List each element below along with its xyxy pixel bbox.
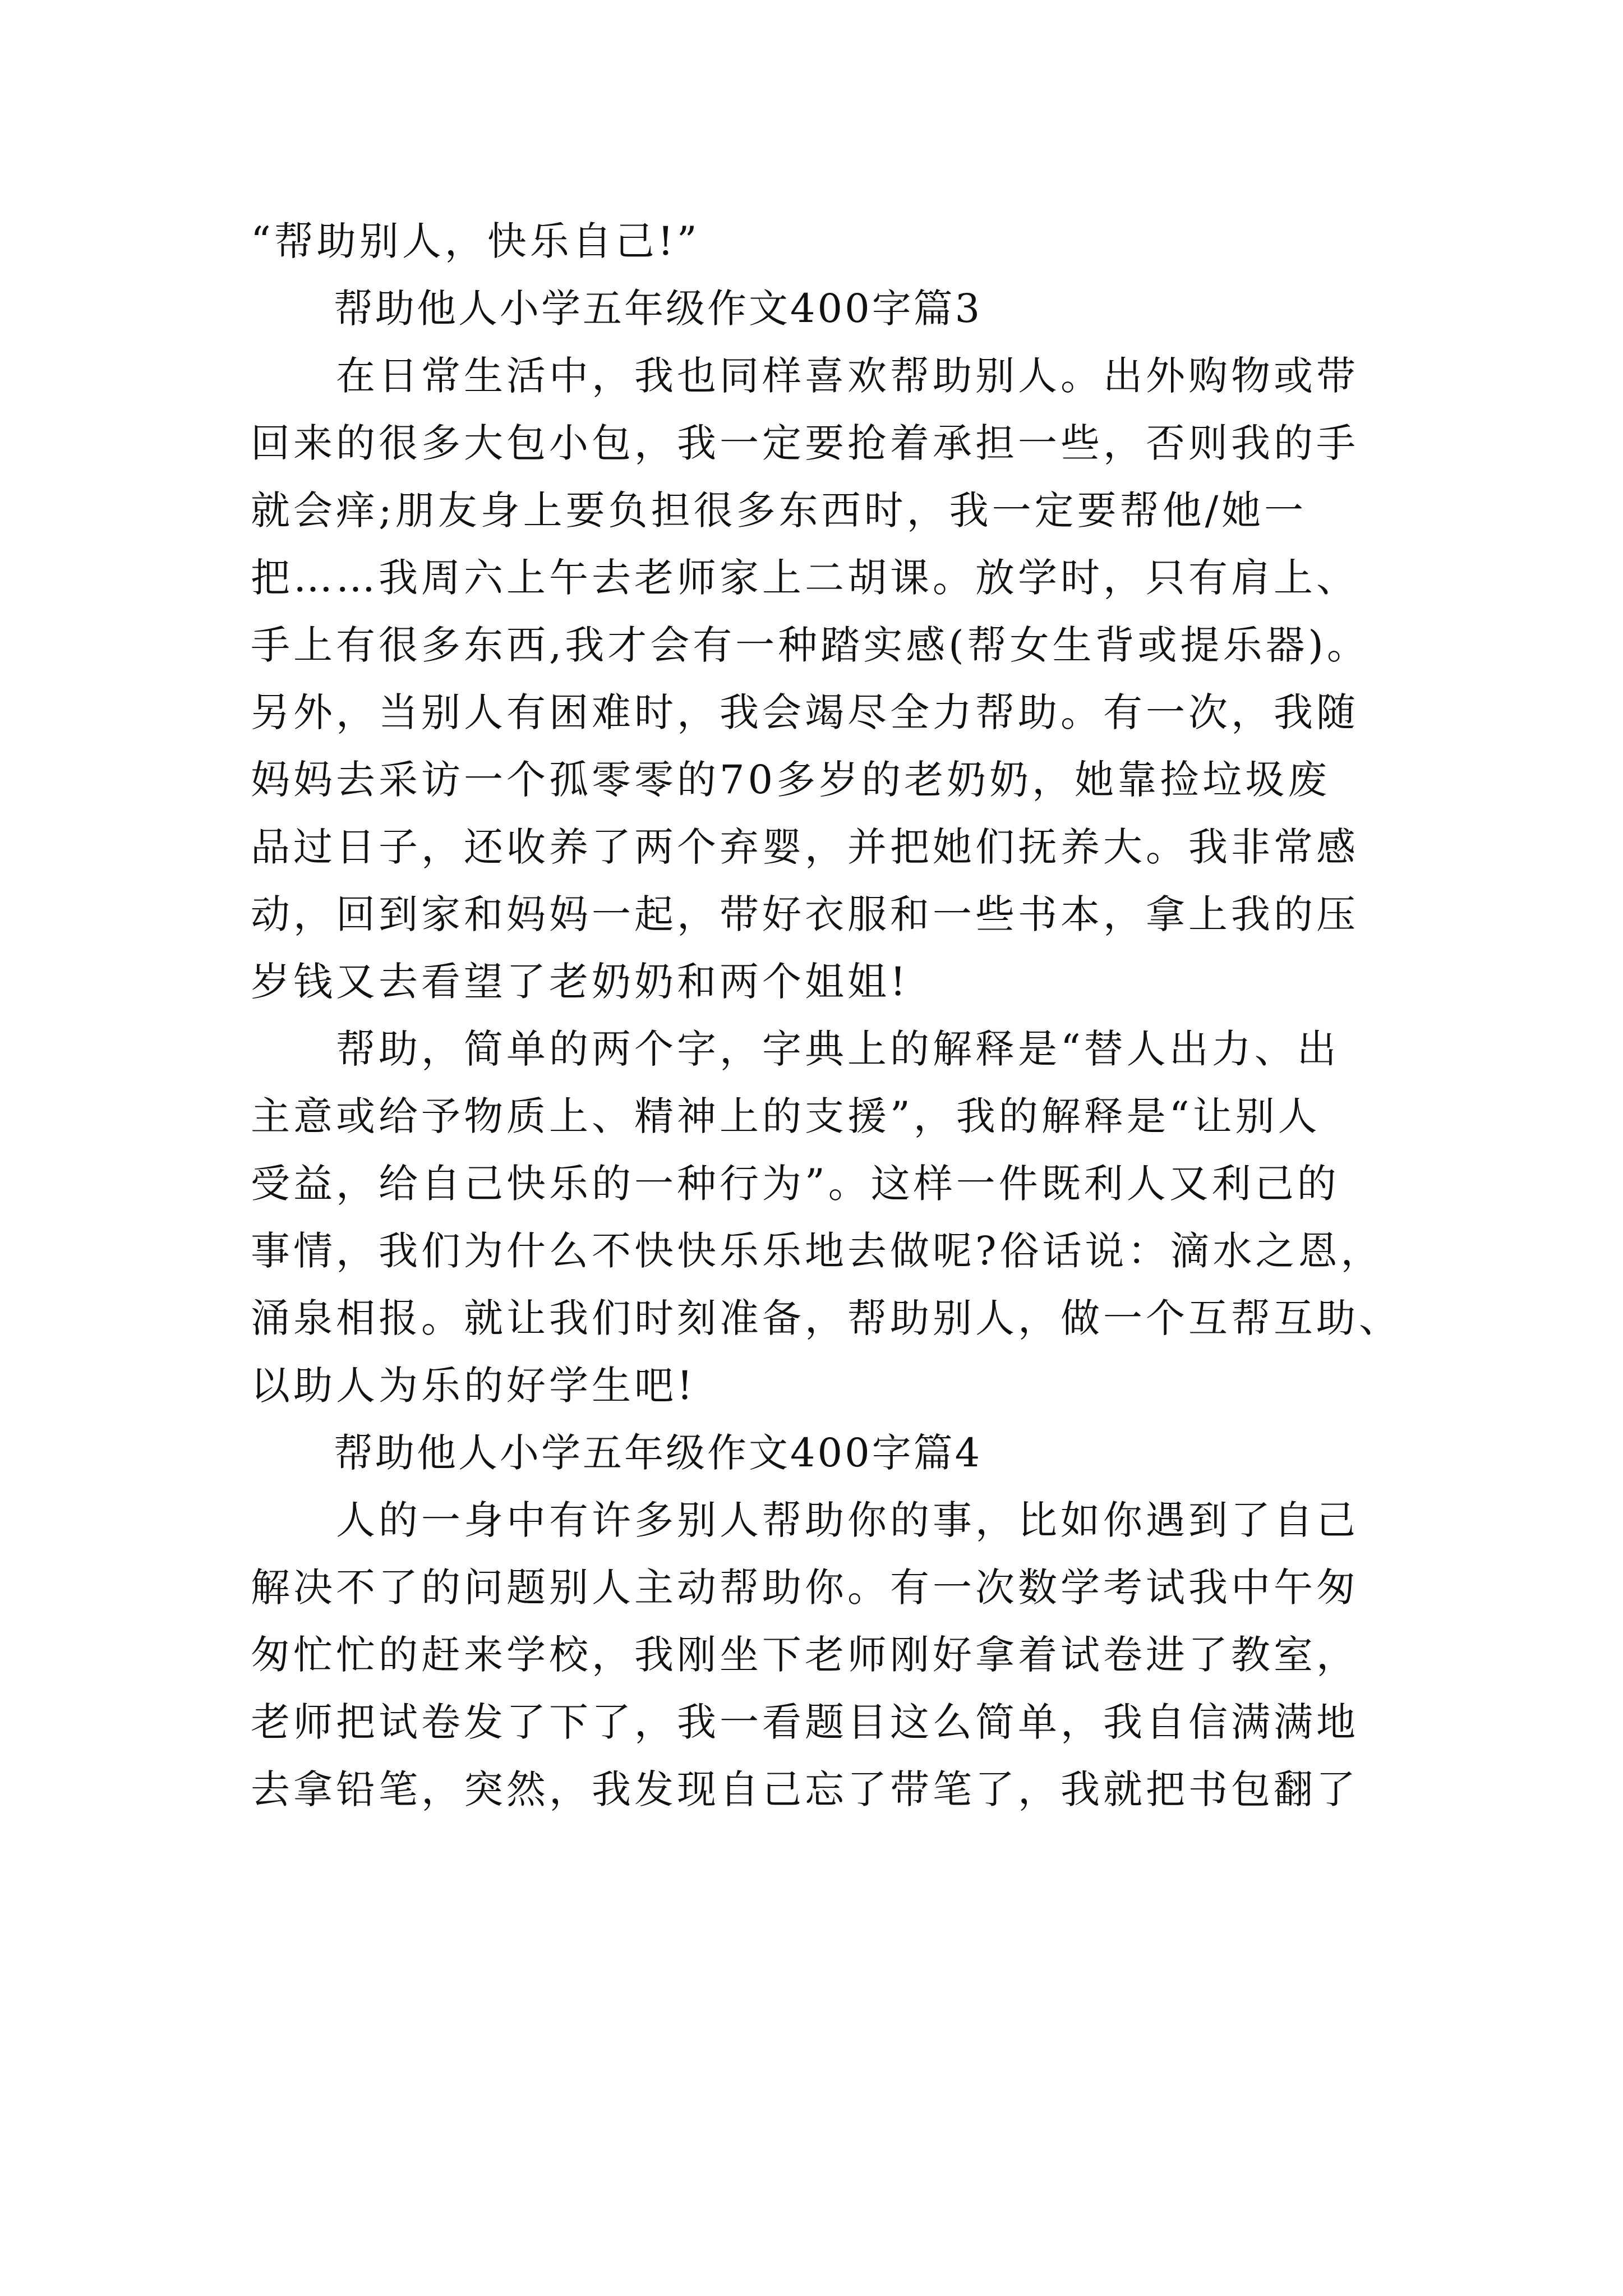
text-line: 帮助，简单的两个字，字典上的解释是“替人出力、出 xyxy=(251,1026,1340,1072)
text-line: 动，回到家和妈妈一起，带好衣服和一些书本，拿上我的压 xyxy=(251,891,1359,937)
text-line: 岁钱又去看望了老奶奶和两个姐姐! xyxy=(251,959,910,1005)
text-line: 事情，我们为什么不快快乐乐地去做呢?俗话说：滴水之恩， xyxy=(251,1228,1384,1274)
text-line: 回来的很多大包小包，我一定要抢着承担一些，否则我的手 xyxy=(251,420,1359,466)
section-heading: 帮助他人小学五年级作文400字篇3 xyxy=(334,286,983,332)
text-line: 受益，给自己快乐的一种行为”。这样一件既利人又利己的 xyxy=(251,1161,1340,1207)
text-line: 就会痒;朋友身上要负担很多东西时，我一定要帮他/她一 xyxy=(251,487,1307,533)
text-line: 把……我周六上午去老师家上二胡课。放学时，只有肩上、 xyxy=(251,555,1359,601)
text-line: 品过日子，还收养了两个弃婴，并把她们抚养大。我非常感 xyxy=(251,824,1359,870)
text-line: 涌泉相报。就让我们时刻准备，帮助别人，做一个互帮互助、 xyxy=(251,1295,1401,1341)
section-heading: 帮助他人小学五年级作文400字篇4 xyxy=(334,1430,983,1476)
text-line: 匆忙忙的赶来学校，我刚坐下老师刚好拿着试卷进了教室， xyxy=(251,1632,1359,1678)
text-line: 去拿铅笔，突然，我发现自己忘了带笔了，我就把书包翻了 xyxy=(251,1766,1359,1812)
text-line: 主意或给予物质上、精神上的支援”，我的解释是“让别人 xyxy=(251,1093,1321,1139)
text-line: 老师把试卷发了下了，我一看题目这么简单，我自信满满地 xyxy=(251,1699,1359,1745)
text-line: 解决不了的问题别人主动帮助你。有一次数学考试我中午匆 xyxy=(251,1565,1359,1611)
text-line: 在日常生活中，我也同样喜欢帮助别人。出外购物或带 xyxy=(251,353,1359,399)
text-line: 手上有很多东西,我才会有一种踏实感(帮女生背或提乐器)。 xyxy=(251,622,1370,668)
text-line: 另外，当别人有困难时，我会竭尽全力帮助。有一次，我随 xyxy=(251,689,1359,735)
text-line: 以助人为乐的好学生吧! xyxy=(251,1363,697,1409)
text-line: “帮助别人，快乐自己!” xyxy=(251,218,700,264)
text-line: 人的一身中有许多别人帮助你的事，比如你遇到了自己 xyxy=(251,1497,1359,1543)
text-line: 妈妈去采访一个孤零零的70多岁的老奶奶，她靠捡垃圾废 xyxy=(251,757,1331,803)
